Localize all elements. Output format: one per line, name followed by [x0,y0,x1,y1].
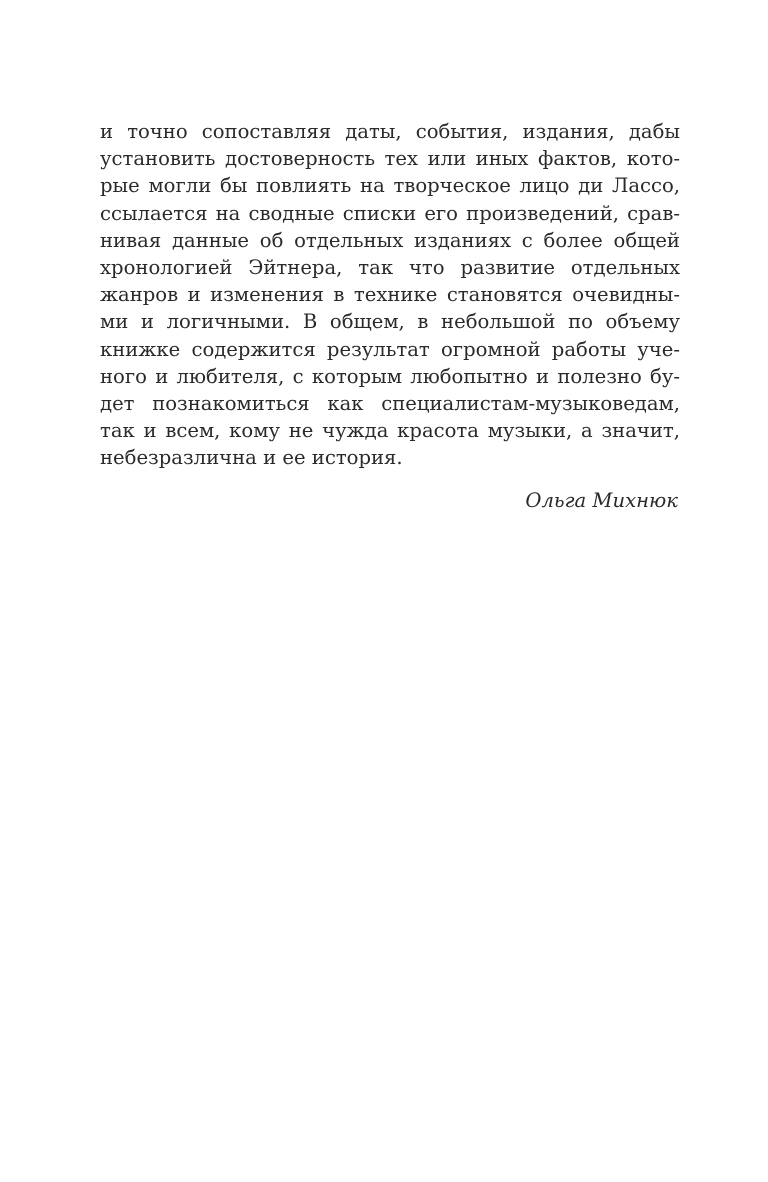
text-line: так и всем, кому не чужда красота музыки, а значит, [100,419,680,443]
text-line: ного и любителя, с которым любопытно и полезно бу- [100,364,680,388]
author-signature: Ольга Михнюк [525,489,678,512]
text-line: установить достоверность тех или иных фактов, кото- [100,147,680,171]
text-line: небезразлична и ее история. [100,446,403,470]
text-line: дет познакомиться как специалистам-музыковедам, [100,391,680,415]
text-line: хронологией Эйтнера, так что развитие отдельных [100,255,680,279]
text-line: и точно сопоставляя даты, события, издания, дабы [100,120,680,143]
text-line: нивая данные об отдельных изданиях с более общей [100,228,680,252]
text-line: ми и логичными. В общем, в небольшой по объему [100,310,680,334]
text-line: ссылается на сводные списки его произведений, срав- [100,201,680,225]
text-line: рые могли бы повлиять на творческое лицо ди Лассо, [100,174,680,198]
text-line: жанров и изменения в технике становятся очевидны- [100,283,680,307]
body-paragraph [100,118,680,471]
text-line: книжке содержится результат огромной работы уче- [100,337,680,361]
